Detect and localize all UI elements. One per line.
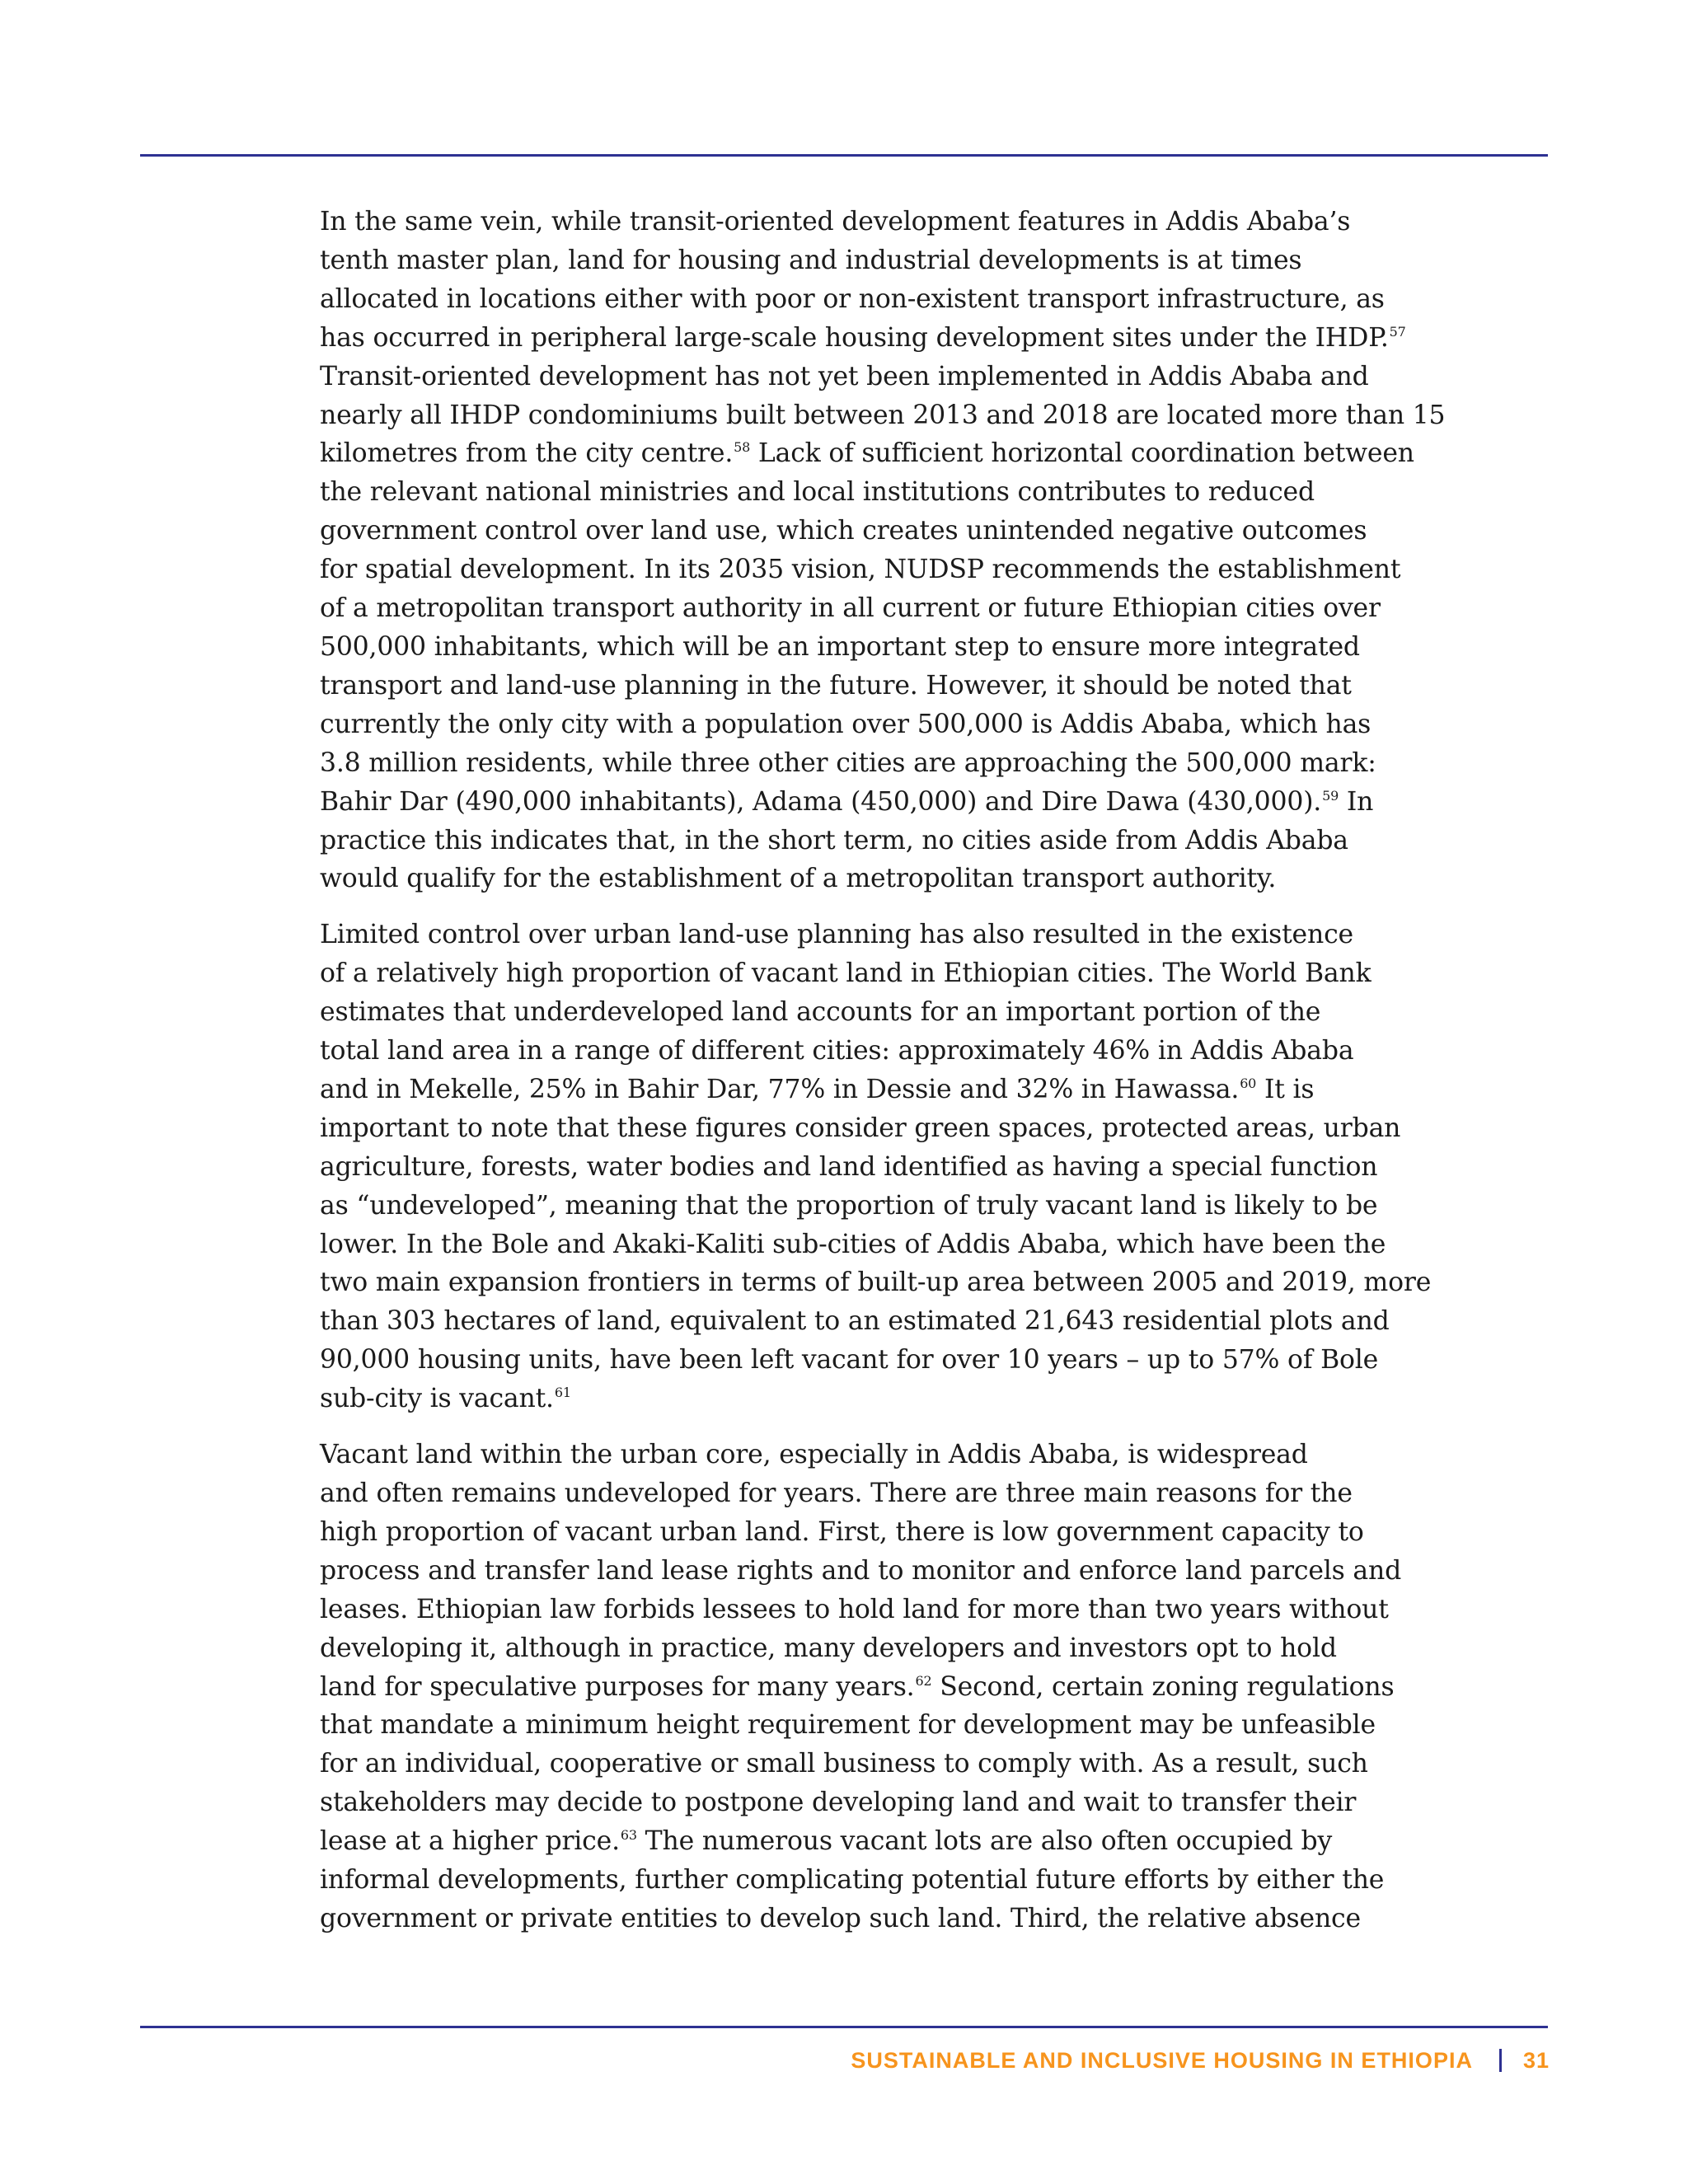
text-segment: 3.8 million residents, while three other cities are approaching the 500,000 mark: (320, 748, 1376, 778)
text-segment: and in Mekelle, 25% in Bahir Dar, 77% in Dessie and 32% in Hawassa. (320, 1074, 1240, 1104)
footer-separator (1499, 2049, 1502, 2072)
text-line (320, 1032, 1387, 1071)
text-segment: It is (1256, 1074, 1315, 1104)
text-segment: informal developments, further complicating potential future efforts by either the (320, 1865, 1385, 1896)
text-segment: lease at a higher price. (320, 1826, 620, 1857)
text-segment: 500,000 inhabitants, which will be an important step to ensure more integrated (320, 631, 1360, 662)
text-line (320, 1109, 1401, 1148)
text-segment: Vacant land within the urban core, especially in Addis Ababa, is widespread (320, 1440, 1308, 1470)
text-segment: leases. Ethiopian law forbids lessees to hold land for more than two years without (320, 1594, 1389, 1624)
text-segment: total land area in a range of different cities: approximately 46% in Addis Ababa (320, 1036, 1354, 1066)
running-footer (851, 2044, 1550, 2077)
text-line (320, 860, 1387, 898)
text-line (320, 1783, 1387, 1822)
header-rule (140, 154, 1548, 157)
page-number: 31 (1522, 2047, 1550, 2073)
text-segment: tenth master plan, land for housing and industrial developments is at times (320, 245, 1302, 275)
text-line (320, 1436, 1387, 1474)
text-line (320, 783, 1387, 822)
text-segment: Lack of sufficient horizontal coordination between (750, 438, 1414, 469)
text-line (320, 203, 1387, 241)
text-segment: In (1339, 786, 1374, 817)
paragraph (320, 916, 1432, 1418)
text-segment: developing it, although in practice, many developers and investors opt to hold (320, 1633, 1337, 1663)
text-line (320, 1629, 1387, 1668)
text-segment: government or private entities to develop such land. Third, the relative absence (320, 1903, 1361, 1933)
text-line (320, 1900, 1387, 1938)
text-line (320, 1302, 1390, 1341)
text-segment: nearly all IHDP condominiums built between 2013 and 2018 are located more than 15 (320, 400, 1446, 430)
text-line (320, 280, 1387, 319)
text-segment: kilometres from the city centre. (320, 438, 734, 469)
text-line (320, 1513, 1387, 1552)
text-line (320, 1745, 1387, 1783)
text-segment: and often remains undeveloped for years. There are three main reasons for the (320, 1479, 1353, 1508)
text-line (320, 954, 1387, 993)
text-segment: 90,000 housing units, have been left vacant for over 10 years – up to 57% of Bole (320, 1345, 1379, 1376)
footnote-reference: 59 (1322, 787, 1339, 804)
text-line (320, 1148, 1387, 1187)
text-line (320, 1668, 1395, 1707)
body-text (320, 203, 1446, 1956)
text-segment: land for speculative purposes for many years. (320, 1671, 915, 1702)
text-segment: as “undeveloped”, meaning that the proportion of truly vacant land is likely to be (320, 1190, 1378, 1221)
text-line (320, 1706, 1387, 1745)
text-line (320, 822, 1387, 860)
text-segment: two main expansion frontiers in terms of built-up area between 2005 and 2019, more (320, 1268, 1432, 1298)
text-line (320, 1822, 1387, 1861)
text-line (320, 993, 1387, 1032)
text-segment: currently the only city with a population over 500,000 is Addis Ababa, which has (320, 709, 1372, 739)
text-segment: In the same vein, while transit-oriented development features in Addis Ababa’s (320, 207, 1351, 237)
paragraph (320, 203, 1446, 898)
text-segment: government control over land use, which creates unintended negative outcomes (320, 516, 1367, 546)
text-segment: lower. In the Bole and Akaki-Kaliti sub-cities of Addis Ababa, which have been the (320, 1229, 1386, 1259)
text-segment: for spatial development. In its 2035 vision, NUDSP recommends the establishment (320, 555, 1401, 585)
text-segment: transport and land-use planning in the future. However, it should be noted that (320, 670, 1352, 701)
footer-title: SUSTAINABLE AND INCLUSIVE HOUSING IN ETHIOPIA (851, 2047, 1473, 2073)
text-segment: the relevant national ministries and local institutions contributes to reduced (320, 477, 1315, 508)
footnote-reference: 62 (915, 1672, 932, 1689)
text-segment: stakeholders may decide to postpone developing land and wait to transfer their (320, 1788, 1357, 1818)
text-line (320, 1226, 1387, 1264)
text-segment: estimates that underdeveloped land accounts for an important portion of the (320, 997, 1321, 1028)
text-line (320, 1263, 1432, 1302)
text-line (320, 1591, 1387, 1629)
text-segment: that mandate a minimum height requirement for development may be unfeasible (320, 1710, 1376, 1741)
text-segment: agriculture, forests, water bodies and land identified as having a special function (320, 1151, 1378, 1182)
text-segment: Bahir Dar (490,000 inhabitants), Adama (450,000) and Dire Dawa (430,000). (320, 786, 1322, 817)
text-segment: important to note that these figures consider green spaces, protected areas, urban (320, 1113, 1401, 1143)
text-segment: for an individual, cooperative or small business to comply with. As a result, such (320, 1749, 1368, 1779)
footnote-reference: 58 (734, 439, 751, 456)
text-line (320, 705, 1387, 744)
text-line (320, 434, 1414, 473)
text-segment: Transit-oriented development has not yet been implemented in Addis Ababa and (320, 361, 1369, 391)
text-segment: The numerous vacant lots are also often occupied by (636, 1826, 1333, 1857)
text-line (320, 1187, 1387, 1226)
footnote-reference: 61 (554, 1385, 571, 1401)
text-line (320, 1380, 1387, 1418)
text-segment: of a relatively high proportion of vacant land in Ethiopian cities. The World Bank (320, 958, 1372, 989)
text-line (320, 1861, 1387, 1900)
text-line (320, 1071, 1387, 1109)
footnote-reference: 60 (1240, 1075, 1257, 1091)
text-line (320, 358, 1387, 396)
text-line (320, 551, 1401, 589)
text-line (320, 589, 1387, 628)
text-segment: would qualify for the establishment of a metropolitan transport authority. (320, 864, 1277, 894)
text-line (320, 667, 1387, 705)
text-segment: Second, certain zoning regulations (931, 1671, 1395, 1702)
footnote-reference: 63 (620, 1827, 637, 1844)
text-segment: practice this indicates that, in the short term, no cities aside from Addis Ababa (320, 825, 1348, 855)
text-line (320, 396, 1446, 435)
text-segment: allocated in locations either with poor or non-existent transport infrastructure, as (320, 284, 1385, 314)
text-line (320, 473, 1387, 512)
text-line (320, 512, 1387, 551)
text-segment: than 303 hectares of land, equivalent to an estimated 21,643 residential plots and (320, 1306, 1390, 1337)
text-line (320, 1341, 1387, 1380)
text-segment: Limited control over urban land-use planning has also resulted in the existence (320, 920, 1353, 950)
footer-rule (140, 2026, 1548, 2028)
text-line (320, 916, 1387, 954)
text-line (320, 1474, 1387, 1513)
text-line (320, 1552, 1402, 1591)
text-line (320, 319, 1406, 358)
footnote-reference: 57 (1389, 323, 1406, 340)
text-segment: process and transfer land lease rights and to monitor and enforce land parcels and (320, 1555, 1402, 1586)
text-segment: high proportion of vacant urban land. First, there is low government capacity to (320, 1516, 1364, 1547)
text-line (320, 744, 1387, 783)
text-segment: of a metropolitan transport authority in all current or future Ethiopian cities over (320, 593, 1381, 624)
paragraph (320, 1436, 1402, 1938)
text-line (320, 241, 1387, 280)
text-segment: has occurred in peripheral large-scale housing development sites under the IHDP. (320, 322, 1389, 353)
text-segment: sub-city is vacant. (320, 1384, 554, 1414)
text-line (320, 628, 1387, 667)
